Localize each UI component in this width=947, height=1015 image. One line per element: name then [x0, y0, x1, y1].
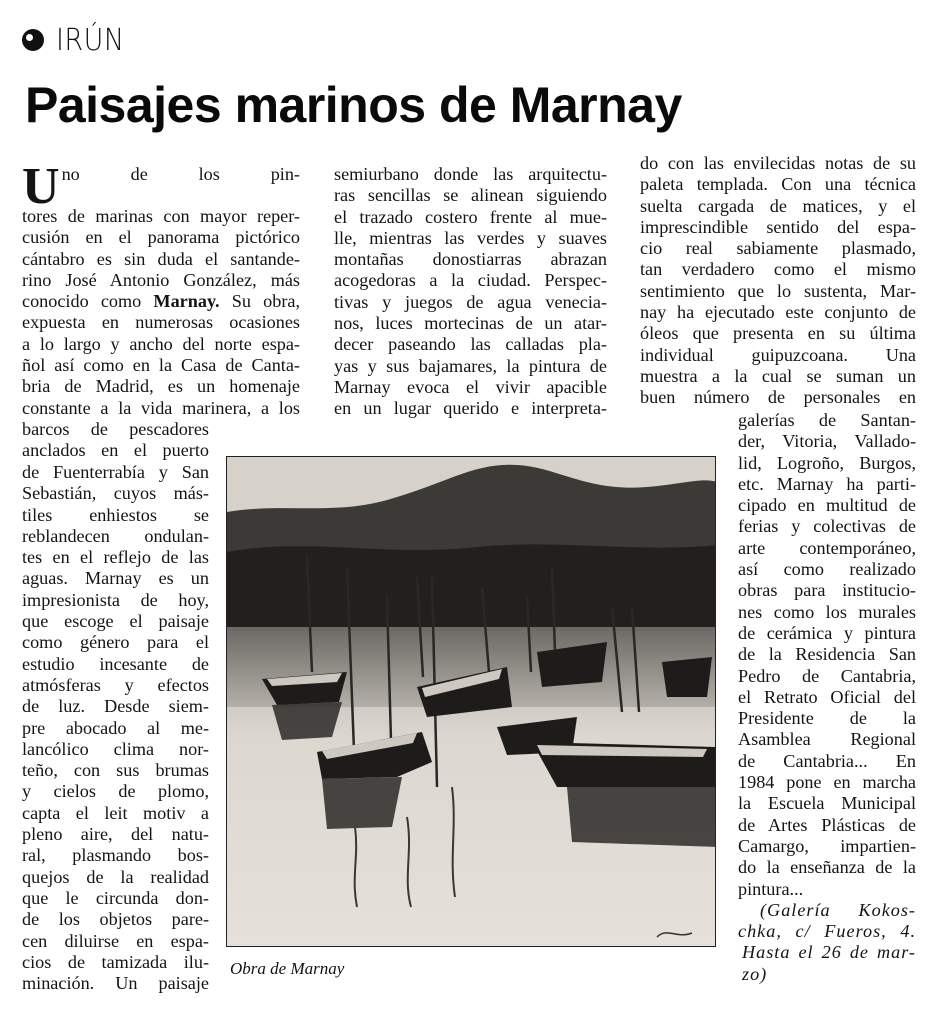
text-line: y cielos de plomo, — [22, 781, 209, 802]
text-line: montañas donostiarras abrazan — [334, 249, 607, 270]
article-column-1-narrow — [22, 462, 209, 994]
text-line: lancólico clima nor- — [22, 738, 209, 759]
text-line: ras sencillas se alinean siguiendo — [334, 185, 607, 206]
text-line: de Cantabria... En — [738, 750, 916, 771]
text-line: decer paseando las calladas pla- — [334, 334, 607, 355]
text-line: que le circunda don- — [22, 887, 209, 908]
text-fragment: Su obra, — [219, 291, 300, 312]
text-line: individual guipuzcoana. Una — [640, 344, 916, 365]
text-line: ñol así como en la Casa de Canta- — [22, 355, 300, 376]
text-line: de luz. Desde siem- — [22, 696, 209, 717]
text-line: nes como los murales — [738, 601, 916, 622]
text-line: minación. Un paisaje — [22, 973, 209, 994]
text-line: imprescindible sentido del espa- — [640, 216, 916, 237]
text-line: de Fuenterrabía y San — [22, 462, 209, 482]
text-line: sentimiento que lo sustenta, Mar- — [640, 280, 916, 301]
text-line: cen diluirse en espa- — [22, 930, 209, 951]
text-line: cántabro es sin duda el santande- — [22, 248, 300, 269]
text-line: lle, mientras las verdes y suaves — [334, 227, 607, 248]
text-line: constante a la vida marinera, a los — [22, 397, 300, 418]
section-header — [22, 22, 132, 58]
text-line: etc. Marnay ha parti- — [738, 473, 916, 494]
text-fragment: conocido como — [22, 291, 154, 312]
text-line: el Retrato Oficial del — [738, 686, 916, 707]
text-line: impresionista de hoy, — [22, 589, 209, 610]
text-line: Marnay evoca el vivir apacible — [334, 376, 607, 397]
text-line: en un lugar querido e interpreta- — [334, 398, 607, 419]
text-line: tiles enhiestos se — [22, 504, 209, 525]
exhibition-info-line: (Galería Kokos- — [760, 899, 916, 920]
painting-image — [226, 456, 716, 947]
exhibition-info-line: chka, c/ Fueros, 4. — [738, 921, 916, 942]
text-line: de cerámica y pintura — [738, 622, 916, 643]
text-line: reblandecen ondulan- — [22, 525, 209, 546]
text-line: Pedro de Cantabria, — [738, 665, 916, 686]
text-line: suelta cargada de matices, y el — [640, 195, 916, 216]
text-line: der, Vitoria, Vallado- — [738, 431, 916, 452]
bullet-circle-icon — [22, 29, 44, 51]
text-line: tivas y juegos de agua venecia- — [334, 291, 607, 312]
text-line: que escoge el paisaje — [22, 611, 209, 632]
text-line: Asamblea Regional — [738, 729, 916, 750]
text-line: cios de tamizada ilu- — [22, 951, 209, 972]
harbor-boats-painting — [227, 457, 716, 947]
text-line: bria de Madrid, es un homenaje — [22, 376, 300, 397]
text-line: pleno aire, del natu- — [22, 824, 209, 845]
text-line: el trazado costero frente al mue- — [334, 206, 607, 227]
text-line: paleta templada. Con una técnica — [640, 174, 916, 195]
article-column-3 — [640, 153, 916, 409]
image-caption: Obra de Marnay — [230, 959, 345, 978]
text-line: estudio incesante de — [22, 653, 209, 674]
text-line: buen número de personales en — [640, 387, 916, 408]
text-line: así como realizado — [738, 559, 916, 580]
text-line: obras para institucio- — [738, 580, 916, 601]
text-line: cusión en el panorama pictórico — [22, 227, 300, 248]
text-line: Sebastián, cuyos más- — [22, 483, 209, 504]
text-line: cipado en multitud de — [738, 495, 916, 516]
text-line: de la Residencia San — [738, 644, 916, 665]
text-line: acogedoras a la ciudad. Perspec- — [334, 270, 607, 291]
text-line: cio real sabiamente plasmado, — [640, 238, 916, 259]
text-line: no de los pin- — [61, 164, 300, 184]
article-column-2 — [334, 164, 607, 420]
section-label: IRÚN — [56, 22, 125, 58]
text-line: ferias y colectivas de — [738, 516, 916, 537]
exhibition-info-line: zo) — [742, 963, 768, 984]
headline: Paisajes marinos de Marnay — [25, 77, 682, 133]
text-line: a lo largo y ancho del norte espa- — [22, 333, 300, 354]
text-line: rino José Antonio González, más — [22, 269, 300, 290]
text-line: nay ha ejecutado este conjunto de — [640, 302, 916, 323]
text-line: de Artes Plásticas de — [738, 814, 916, 835]
text-line: pintura... — [738, 878, 804, 899]
text-line: teño, con sus brumas — [22, 760, 209, 781]
text-line: tores de marinas con mayor reper- — [22, 206, 300, 226]
article-column-1 — [22, 158, 300, 462]
text-line: yas y sus bajamares, la pintura de — [334, 355, 607, 376]
text-line: nos, luces mortecinas de un atar- — [334, 313, 607, 334]
text-line: anclados en el puerto — [22, 440, 209, 461]
text-line: de los objetos pare- — [22, 909, 209, 930]
text-line: capta el leit motiv a — [22, 802, 209, 823]
text-line: atmósferas y efectos — [22, 674, 209, 695]
drop-cap: U — [22, 158, 60, 215]
article-column-3-narrow — [738, 410, 916, 985]
text-line: tes en el reflejo de las — [22, 547, 209, 568]
text-line: galerías de Santan- — [738, 410, 916, 430]
artist-name: Marnay. — [153, 291, 220, 312]
text-line: arte contemporáneo, — [738, 537, 916, 558]
text-line: 1984 pone en marcha — [738, 772, 916, 793]
text-line: tan verdadero como el mismo — [640, 259, 916, 280]
text-line: Camargo, impartien- — [738, 835, 916, 856]
text-line: muestra a la cual se suman un — [640, 365, 916, 386]
text-line: lid, Logroño, Burgos, — [738, 452, 916, 473]
text-line: semiurbano donde las arquitectu- — [334, 164, 607, 184]
text-line: como género para el — [22, 632, 209, 653]
text-line: pre abocado al me- — [22, 717, 209, 738]
text-line: ral, plasmando bos- — [22, 845, 209, 866]
text-line: expuesta en numerosas ocasiones — [22, 312, 300, 333]
text-line: óleos que presenta en su última — [640, 323, 916, 344]
text-line-with-name — [22, 291, 300, 312]
text-line: do la enseñanza de la — [738, 857, 916, 878]
text-line: la Escuela Municipal — [738, 793, 916, 814]
text-line: do con las envilecidas notas de su — [640, 153, 916, 173]
text-line: Presidente de la — [738, 708, 916, 729]
exhibition-info-line: Hasta el 26 de mar- — [742, 942, 916, 963]
text-line: barcos de pescadores — [22, 418, 209, 439]
text-line: quejos de la realidad — [22, 866, 209, 887]
text-line: aguas. Marnay es un — [22, 568, 209, 589]
